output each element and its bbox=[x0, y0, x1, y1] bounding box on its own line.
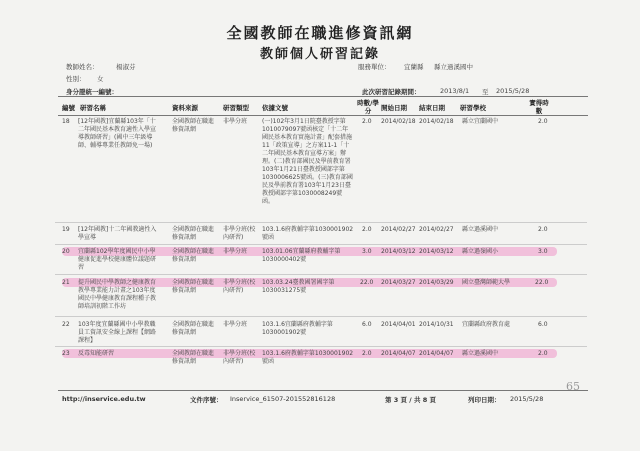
row-divider bbox=[55, 274, 587, 275]
row-18-name: [12年國教]宜蘭縣103年「十二年國民基本教育適性入學宣導教師研習」(國中三年級導師、輔導專業任教師免一場) bbox=[78, 118, 157, 149]
range-to: 2015/5/28 bbox=[496, 87, 530, 95]
row-18-end: 2014/02/18 bbox=[419, 118, 454, 125]
row-20-type: 非學分班 bbox=[223, 248, 248, 255]
row-21-name: 提升國民中學教師之健康教育教學專業能力計畫之103年度國民中學健康教育課程種子教師培訓初階工作坊 bbox=[78, 279, 157, 310]
row-22-earned: 6.0 bbox=[538, 321, 548, 328]
page-subtitle: 教師個人研習記錄 bbox=[259, 47, 380, 62]
teacher-name-label: 教師姓名： bbox=[66, 63, 99, 71]
row-21-no: 21 bbox=[62, 279, 70, 286]
row-20-name: 宜蘭縣102學年度國民中小學健康促進學校健康體位議題研習 bbox=[78, 248, 157, 271]
range-separator: 至 bbox=[482, 88, 489, 96]
row-18-earned: 2.0 bbox=[538, 118, 548, 125]
row-23-no: 23 bbox=[62, 350, 70, 357]
row-21-type: 非學分班(校內研習) bbox=[223, 279, 256, 294]
row-19-end: 2014/02/27 bbox=[419, 226, 454, 233]
col-header-no: 編號 bbox=[62, 104, 75, 112]
row-18-school: 縣立宜蘭國中 bbox=[462, 118, 499, 125]
id-label: 身分證統一編號： bbox=[66, 88, 118, 96]
row-19-name: [12年國教]十二年國教適性入學宣導 bbox=[78, 226, 157, 241]
row-22-source: 全國教師在職進修資訊網 bbox=[172, 321, 215, 336]
row-23-hours: 2.0 bbox=[362, 350, 372, 357]
page-title: 全國教師在職進修資訊網 bbox=[226, 24, 414, 42]
footer-url: http://inservice.edu.tw bbox=[62, 395, 146, 403]
row-23-earned: 2.0 bbox=[538, 350, 548, 357]
row-divider bbox=[55, 346, 587, 347]
row-20-start: 2014/03/12 bbox=[381, 248, 416, 255]
row-20-source: 全國教師在職進修資訊網 bbox=[172, 248, 215, 263]
row-18-hours: 2.0 bbox=[362, 118, 372, 125]
doc-no-value: Inservice_61507-201552816128 bbox=[230, 395, 336, 403]
row-19-doc: 103.1.6府教輔字第1030001902號函 bbox=[262, 226, 354, 241]
row-18-type: 非學分班 bbox=[223, 118, 248, 125]
row-19-start: 2014/02/27 bbox=[381, 226, 416, 233]
row-divider bbox=[55, 244, 587, 245]
row-19-source: 全國教師在職進修資訊網 bbox=[172, 226, 215, 241]
row-divider bbox=[55, 316, 587, 317]
page-indicator: 第 3 頁 / 共 8 頁 bbox=[385, 396, 436, 404]
row-18-doc: (一)102年3月1日院臺教授字第1010079097號函核定「十二年國民基本教育實施計畫」配套措施11「政策宣導」之方案11-1「十二年國民基本教育宣導方案」辦理。(二)教育部國民及學前教育署103年1月21日臺教授國部字第1030006625號函。(三)教育部國民及學前教育署103年1月23日臺教授國部字第1030008249號函。 bbox=[262, 118, 353, 205]
row-19-no: 19 bbox=[62, 226, 70, 233]
row-22-school: 宜蘭縣政府教育處 bbox=[462, 321, 511, 328]
row-22-doc: 103.1.6宜蘭縣府教輔字第1030001902號 bbox=[262, 321, 333, 336]
row-20-doc: 103.01.06宜蘭縣府教輔字第1030000402號 bbox=[262, 248, 341, 263]
row-22-no: 22 bbox=[62, 321, 70, 328]
row-23-doc: 103.1.6府教輔字第1030001902號函 bbox=[262, 350, 354, 365]
row-23-start: 2014/04/07 bbox=[381, 350, 416, 357]
col-header-type: 研習類型 bbox=[223, 104, 249, 112]
row-23-source: 全國教師在職進修資訊網 bbox=[172, 350, 215, 365]
doc-no-label: 文件序號： bbox=[190, 396, 223, 404]
unit-label: 服務單位： bbox=[358, 63, 391, 71]
row-20-earned: 3.0 bbox=[538, 248, 548, 255]
row-18-source: 全國教師在職進修資訊網 bbox=[172, 118, 215, 133]
row-23-school: 縣立過溪國中 bbox=[462, 350, 499, 357]
unit-school: 縣立過溪國中 bbox=[434, 63, 473, 71]
footer-rule bbox=[58, 390, 588, 391]
print-date-value: 2015/5/28 bbox=[510, 395, 544, 403]
row-23-type: 非學分班(校內研習) bbox=[223, 350, 256, 365]
header-rule-top bbox=[58, 96, 588, 97]
row-21-start: 2014/03/27 bbox=[381, 279, 416, 286]
col-header-source: 資料來源 bbox=[172, 104, 198, 112]
row-19-type: 非學分班(校內研習) bbox=[223, 226, 256, 241]
row-20-hours: 3.0 bbox=[362, 248, 372, 255]
row-20-end: 2014/03/12 bbox=[419, 248, 454, 255]
row-21-source: 全國教師在職進修資訊網 bbox=[172, 279, 215, 294]
row-22-type: 非學分班 bbox=[223, 321, 248, 328]
row-19-hours: 2.0 bbox=[362, 226, 372, 233]
row-23-end: 2014/04/07 bbox=[419, 350, 454, 357]
col-header-earned: 實得時數 bbox=[529, 99, 549, 115]
gender-value: 女 bbox=[97, 75, 104, 83]
handwritten-page-mark: 65 bbox=[566, 380, 580, 393]
row-divider bbox=[55, 222, 587, 223]
col-header-doc: 依據文號 bbox=[262, 104, 288, 112]
row-22-start: 2014/04/01 bbox=[381, 321, 416, 328]
row-20-no: 20 bbox=[62, 248, 70, 255]
range-from: 2013/8/1 bbox=[440, 87, 470, 95]
col-header-hours: 時數/學分 bbox=[357, 99, 379, 115]
col-header-school: 研習學校 bbox=[460, 104, 486, 112]
row-21-doc: 103.03.24臺教國署國字第1030031275號 bbox=[262, 279, 335, 294]
teacher-name-value: 楊淑芬 bbox=[116, 63, 136, 71]
col-header-start: 開始日期 bbox=[381, 104, 407, 112]
row-20-school: 縣立過嶺國小 bbox=[462, 248, 499, 255]
row-21-hours: 22.0 bbox=[360, 279, 374, 286]
row-18-start: 2014/02/18 bbox=[381, 118, 416, 125]
row-22-hours: 6.0 bbox=[362, 321, 372, 328]
range-label: 此次研習記錄期間： bbox=[362, 88, 421, 96]
row-19-school: 縣立過溪國中 bbox=[462, 226, 499, 233]
row-22-name: 103年度宜蘭縣國中小學教職員工資訊安全線上課程【網路課程】 bbox=[78, 321, 157, 344]
col-header-name: 研習名稱 bbox=[80, 104, 106, 112]
unit-county: 宜蘭縣 bbox=[404, 63, 424, 71]
row-22-end: 2014/10/31 bbox=[419, 321, 454, 328]
row-21-school: 國立臺灣師範大學 bbox=[462, 279, 511, 286]
row-18-no: 18 bbox=[62, 118, 70, 125]
row-19-earned: 2.0 bbox=[538, 226, 548, 233]
col-header-end: 結束日期 bbox=[419, 104, 445, 112]
row-21-end: 2014/03/29 bbox=[419, 279, 454, 286]
print-date-label: 列印日期： bbox=[468, 396, 501, 404]
gender-label: 性別： bbox=[66, 75, 86, 83]
row-21-earned: 22.0 bbox=[535, 279, 549, 286]
header-rule-bottom bbox=[58, 115, 588, 116]
row-23-name: 反毒知能研習 bbox=[78, 350, 115, 357]
